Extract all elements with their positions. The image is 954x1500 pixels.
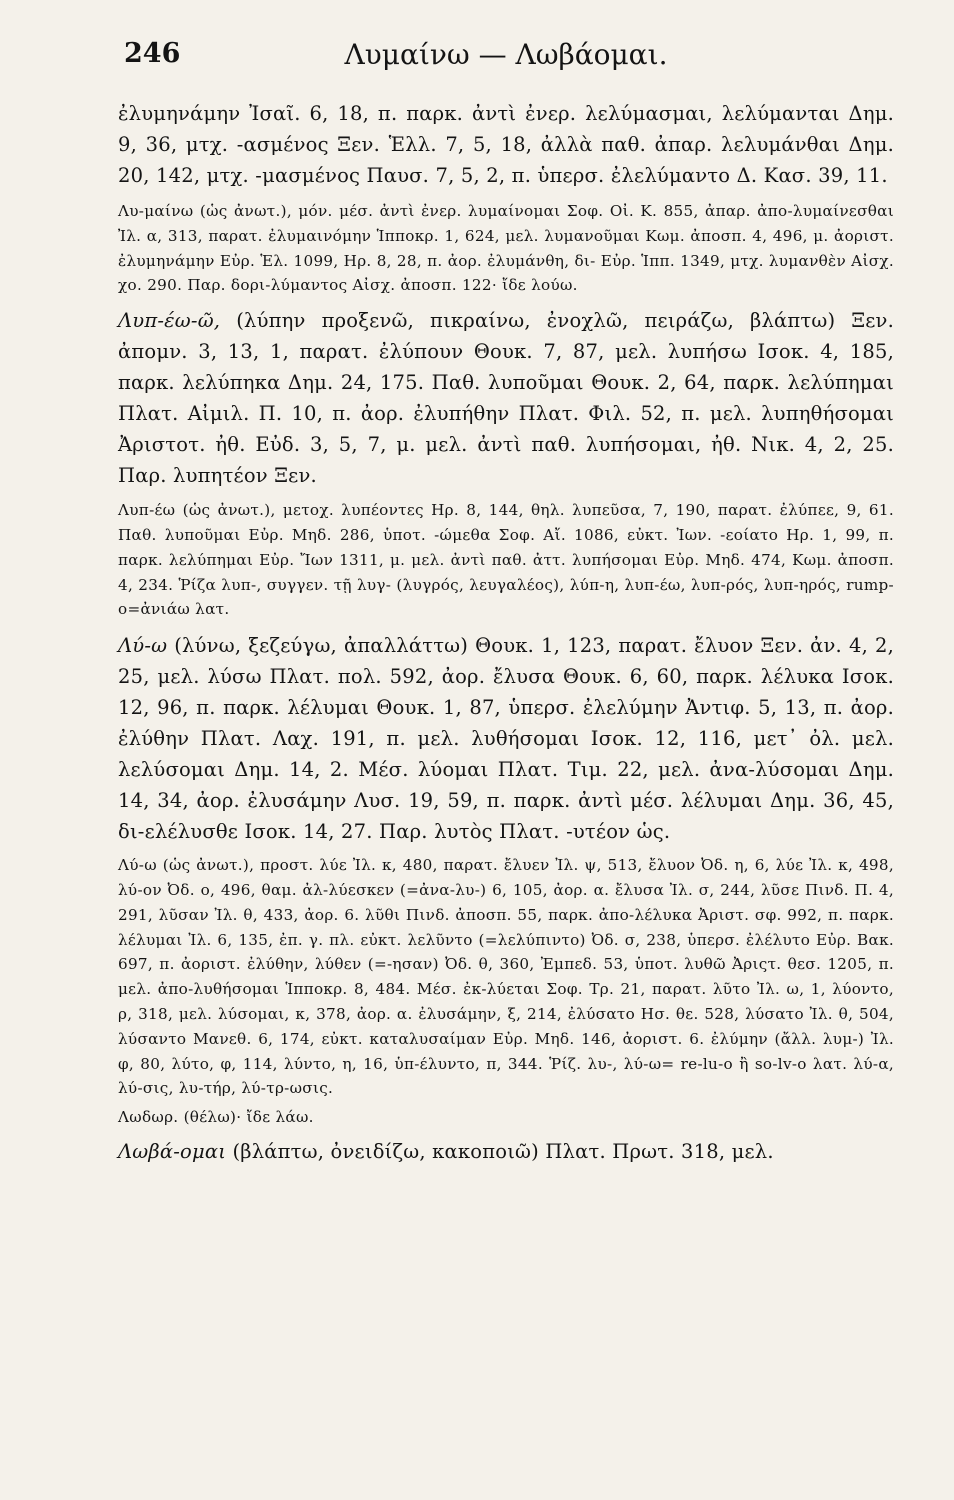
entry-text: (βλάπτω, ὀνειδίζω, κακοποιῶ) Πλατ. Πρωτ. 318, μελ. [226,1139,774,1163]
entry-lemma: Λυπ-έω-ῶ, [118,309,221,333]
entry-text: (λύνω, ξεζεύγω, ἀπαλλάττω) Θουκ. 1, 123, παρατ. ἔλυον Ξεν. ἀν. 4, 2, 25, μελ. λύσω Πλατ. πολ. 592, ἀορ. ἔλυσα Θουκ. 6, 60, παρκ. λέλυκα Ισοκ. 12, 96, π. παρκ. λέλυμαι Θουκ. 1, 87, ὑπερσ. ἐλελύμην Ἀντιφ. 5, 13, π. ἀορ. ἐλύθην Πλατ. Λαχ. 191, π. μελ. λυθήσομαι Ισοκ. 12, 116, μετ᾽ ὀλ. μελ. λελύσομαι Δημ. 14, 2. Μέσ. λύομαι Πλατ. Τιμ. 22, μελ. ἀνα-λύσομαι Δημ. 14, 34, ἀορ. ἐλυσάμην Λυσ. 19, 59, π. παρκ. ἀντὶ μέσ. λέλυμαι Δημ. 36, 45, δι-ελέλυσθε Ισοκ. 14, 27. Παρ. λυτὸς Πλατ. -υτέον ὡς. [118,634,894,844]
entry-text: (λύπην προξενῶ, πικραίνω, ἐνοχλῶ, πειράζω, βλάπτω) Ξεν. ἀπομν. 3, 13, 1, παρατ. ἐλύπουν Θουκ. 7, 87, μελ. λυπήσω Ισοκ. 4, 185, παρκ. λελύπηκα Δημ. 24, 175. Παθ. λυποῦμαι Θουκ. 2, 64, παρκ. λελύπημαι Πλατ. Αἰμιλ. Π. 10, π. ἀορ. ἐλυπήθην Πλατ. Φιλ. 52, π. μελ. λυπηθήσομαι Ἀριστοτ. ἠθ. Εὐδ. 3, 5, 7, μ. μελ. ἀντὶ παθ. λυπήσομαι, ἠθ. Νικ. 4, 2, 25. Παρ. λυπητέον Ξεν. [118,309,894,488]
entry-text: Λυπ-έω (ὡς ἀνωτ.), μετοχ. λυπέοντες Ηρ. 8, 144, θηλ. λυπεῦσα, 7, 190, παρατ. ἐλύπεε, 9, 61. Παθ. λυποῦμαι Εὐρ. Μηδ. 286, ὑποτ. -ώμεθα Σοφ. Αἴ. 1086, εὐκτ. Ἰων. -εοίατο Ηρ. 1, 99, π. παρκ. λελύπημαι Εὐρ. Ἴων 1311, μ. μελ. ἀντὶ παθ. ἀττ. λυπήσομαι Εὐρ. Μηδ. 474, Κωμ. ἀποσπ. 4, 234. Ῥίζα λυπ-, συγγεν. τῇ λυγ- (λυγρός, λευγαλέος), λύπ-η, λυπ-έω, λυπ-ρός, λυπ-ηρός, rump-o=ἀνιάω λατ. [118,501,894,619]
entry-text: Λυ-μαίνω (ὡς ἀνωτ.), μόν. μέσ. ἀντὶ ἐνερ. λυμαίνομαι Σοφ. Οἰ. Κ. 855, ἀπαρ. ἀπο-λυμαίνεσθαι Ἰλ. α, 313, παρατ. ἐλυμαινόμην Ἱπποκρ. 1, 624, μελ. λυμανοῦμαι Κωμ. ἀποσπ. 4, 496, μ. ἀοριστ. ἐλυμηνάμην Εὐρ. Ἑλ. 1099, Ηρ. 8, 28, π. ἀορ. ἐλυμάνθη, δι- Εὐρ. Ἱππ. 1349, μτχ. λυμανθὲν Αἰσχ. χο. 290. Παρ. δορι-λύμαντος Αἰσχ. ἀποσπ. 122· ἴδε λούω. [118,202,894,295]
entry-lodor [118,1105,894,1130]
entry-lemma: Λύ-ω [118,634,168,658]
page-number: 246 [124,38,181,69]
entry-lemma: Λωβά-ομαι [118,1139,227,1163]
entry-text: ἐλυμηνάμην Ἰσαῖ. 6, 18, π. παρκ. ἀντὶ ἐνερ. λελύμασμαι, λελύμανται Δημ. 9, 36, μτχ. -ασμένος Ξεν. Ἑλλ. 7, 5, 18, ἀλλὰ παθ. ἀπαρ. λελυμάνθαι Δημ. 20, 142, μτχ. -μασμένος Παυσ. 7, 5, 2, π. ὑπερσ. ἐλελύμαντο Δ. Κασ. 39, 11. [118,102,894,187]
page-header [118,38,894,94]
entry-lypeo-ionic [118,498,894,622]
entry-text: Λύ-ω (ὡς ἀνωτ.), προστ. λύε Ἰλ. κ, 480, παρατ. ἔλυεν Ἰλ. ψ, 513, ἔλυον Ὀδ. η, 6, λύε Ἰλ. κ, 498, λύ-ον Ὀδ. ο, 496, θαμ. ἀλ-λύεσκεν (=ἀνα-λυ-) 6, 105, ἀορ. α. ἔλυσα Ἰλ. σ, 244, λῦσε Πινδ. Π. 4, 291, λῦσαν Ἰλ. θ, 433, ἀορ. 6. λῦθι Πινδ. ἀποσπ. 55, παρκ. ἀπο-λέλυκα Ἀριστ. σφ. 992, π. παρκ. λέλυμαι Ἰλ. 6, 135, ἐπ. γ. πλ. εὐκτ. λελῦντο (=λελύπιντο) Ὀδ. σ, 238, ὑπερσ. ἐλέλυτο Εὐρ. Βακ. 697, π. ἀοριστ. ἐλύθην, λύθεν (=-ησαν) Ὀδ. θ, 360, Ἐμπεδ. 53, ὑποτ. λυθῶ Ἀριςτ. θεσ. 1205, π. μελ. ἀπο-λυθήσομαι Ἱπποκρ. 8, 484. Μέσ. ἐκ-λύεται Σοφ. Τρ. 21, παρατ. λῦτο Ἰλ. ω, 1, λύοντο, ρ, 318, μελ. λύσομαι, κ, 378, ἀορ. α. ἐλυσάμην, ξ, 214, ἐλύσατο Ησ. θε. 528, λύσατο Ἰλ. θ, 504, λύσαντο Μανεθ. 6, 174, εὐκτ. καταλυσαίμαν Εὐρ. Μηδ. 146, ἀοριστ. 6. ἐλύμην (ἄλλ. λυμ-) Ἰλ. φ, 80, λύτο, φ, 114, λύντο, η, 16, ὑπ-έλυντο, π, 344. Ῥίζ. λυ-, λύ-ω= re-lu-o ἢ so-lv-o λατ. λύ-α, λύ-σις, λυ-τήρ, λύ-τρ-ωσις. [118,856,894,1098]
entry-lyo [118,630,894,847]
entry-continuation [118,98,894,191]
running-title: Λυμαίνω — Λωβάομαι. [344,38,668,71]
entry-lobaomai [118,1136,894,1167]
entry-text: Λωδωρ. (θέλω)· ἴδε λάω. [118,1108,314,1127]
entry-lyo-ionic [118,853,894,1101]
entry-lypeo [118,305,894,491]
entry-lymaino-ionic [118,199,894,298]
